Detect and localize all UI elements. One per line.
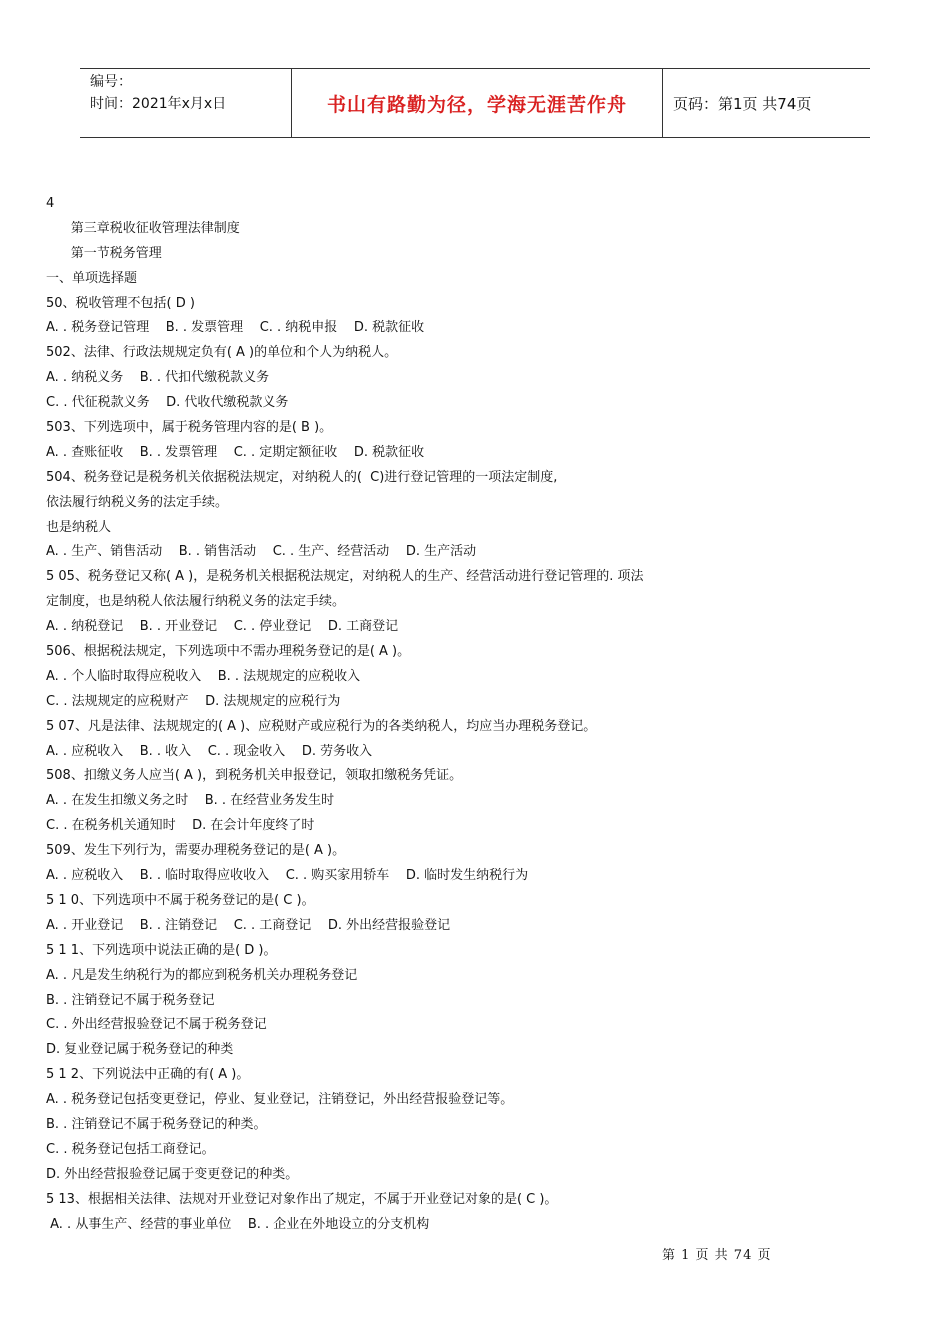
text-line: A. . 生产、销售活动 B. . 销售活动 C. . 生产、经营活动 D. 生产活动 xyxy=(46,544,477,560)
page-info: 页码：第1页 共74页 xyxy=(673,94,812,113)
header-left-cell xyxy=(80,69,292,137)
text-line: 506、根据税法规定，下列选项中不需办理税务登记的是( A )。 xyxy=(46,644,411,660)
text-line: 一、单项选择题 xyxy=(46,270,138,286)
text-line: A. . 在发生扣缴义务之时 B. . 在经营业务发生时 xyxy=(46,793,335,809)
text-line: 508、扣缴义务人应当( A )，到税务机关申报登记，领取扣缴税务凭证。 xyxy=(46,768,463,784)
text-line: B. . 注销登记不属于税务登记 xyxy=(46,992,215,1008)
text-line: A. . 凡是发生纳税行为的都应到税务机关办理税务登记 xyxy=(46,967,358,983)
text-line: 50、税收管理不包括( D ) xyxy=(46,295,195,311)
text-line: 509、发生下列行为，需要办理税务登记的是( A )。 xyxy=(46,843,346,859)
text-line: 5 07、凡是法律、法规规定的( A )、应税财产或应税行为的各类纳税人，均应当办理税务登记。 xyxy=(46,718,597,734)
number-label: 编号： xyxy=(90,74,132,90)
header-page-cell xyxy=(663,69,870,137)
text-line: C. . 法规规定的应税财产 D. 法规规定的应税行为 xyxy=(46,693,341,709)
text-line: 5 05、税务登记又称( A )，是税务机关根据税法规定，对纳税人的生产、经营活动进行登记管理的. 项法 xyxy=(46,569,644,585)
text-line: 也是纳税人 xyxy=(46,519,112,535)
time-label: 时间：2021年x月x日 xyxy=(90,96,227,112)
page-footer: 第 1 页 共 74 页 xyxy=(662,1248,772,1263)
text-line: 定制度，也是纳税人依法履行纳税义务的法定手续。 xyxy=(46,594,346,610)
text-line: A. . 税务登记管理 B. . 发票管理 C. . 纳税申报 D. 税款征收 xyxy=(46,320,425,336)
header-motto-cell xyxy=(292,69,663,137)
text-line: A. . 个人临时取得应税收入 B. . 法规规定的应税收入 xyxy=(46,668,361,684)
text-line: 502、法律、行政法规规定负有( A )的单位和个人为纳税人。 xyxy=(46,345,398,361)
text-line: A. . 纳税登记 B. . 开业登记 C. . 停业登记 D. 工商登记 xyxy=(46,619,399,635)
text-line: B. . 注销登记不属于税务登记的种类。 xyxy=(46,1116,267,1132)
text-line: 5 13、根据相关法律、法规对开业登记对象作出了规定，不属于开业登记对象的是( C )。 xyxy=(46,1191,558,1207)
text-line: C. . 外出经营报验登记不属于税务登记 xyxy=(46,1017,267,1033)
text-line: 503、下列选项中，属于税务管理内容的是( B )。 xyxy=(46,420,333,436)
text-line: A. . 查账征收 B. . 发票管理 C. . 定期定额征收 D. 税款征收 xyxy=(46,444,425,460)
text-line: 5 1 2、下列说法中正确的有( A )。 xyxy=(46,1067,250,1083)
text-line: C. . 税务登记包括工商登记。 xyxy=(46,1141,215,1157)
text-line: 5 1 1、下列选项中说法正确的是( D )。 xyxy=(46,942,277,958)
motto-text: 书山有路勤为径，学海无涯苦作舟 xyxy=(326,93,627,116)
text-line: 第一节税务管理 xyxy=(46,245,162,261)
text-line: 4 xyxy=(46,196,55,211)
text-line: D. 复业登记属于税务登记的种类 xyxy=(46,1042,234,1058)
text-line: 5 1 0、下列选项中不属于税务登记的是( C )。 xyxy=(46,892,315,908)
text-line: 第三章税收征收管理法律制度 xyxy=(46,220,240,236)
text-line: A. . 应税收入 B. . 收入 C. . 现金收入 D. 劳务收入 xyxy=(46,743,373,759)
text-line: A. . 税务登记包括变更登记，停业、复业登记，注销登记，外出经营报验登记等。 xyxy=(46,1092,514,1108)
document-body xyxy=(46,192,906,1237)
text-line: A. . 开业登记 B. . 注销登记 C. . 工商登记 D. 外出经营报验登记 xyxy=(46,917,451,933)
text-line: A. . 从事生产、经营的事业单位 B. . 企业在外地设立的分支机构 xyxy=(46,1216,430,1232)
page-header xyxy=(80,68,870,138)
text-line: C. . 在税务机关通知时 D. 在会计年度终了时 xyxy=(46,818,315,834)
text-line: D. 外出经营报验登记属于变更登记的种类。 xyxy=(46,1166,299,1182)
text-line: 依法履行纳税义务的法定手续。 xyxy=(46,494,229,510)
text-line: 504、税务登记是税务机关依据税法规定，对纳税人的( C)进行登记管理的一项法定制度, xyxy=(46,469,558,485)
text-line: A. . 应税收入 B. . 临时取得应收收入 C. . 购买家用轿车 D. 临时发生纳税行为 xyxy=(46,868,529,884)
text-line: A. . 纳税义务 B. . 代扣代缴税款义务 xyxy=(46,370,270,386)
text-line: C. . 代征税款义务 D. 代收代缴税款义务 xyxy=(46,395,289,411)
